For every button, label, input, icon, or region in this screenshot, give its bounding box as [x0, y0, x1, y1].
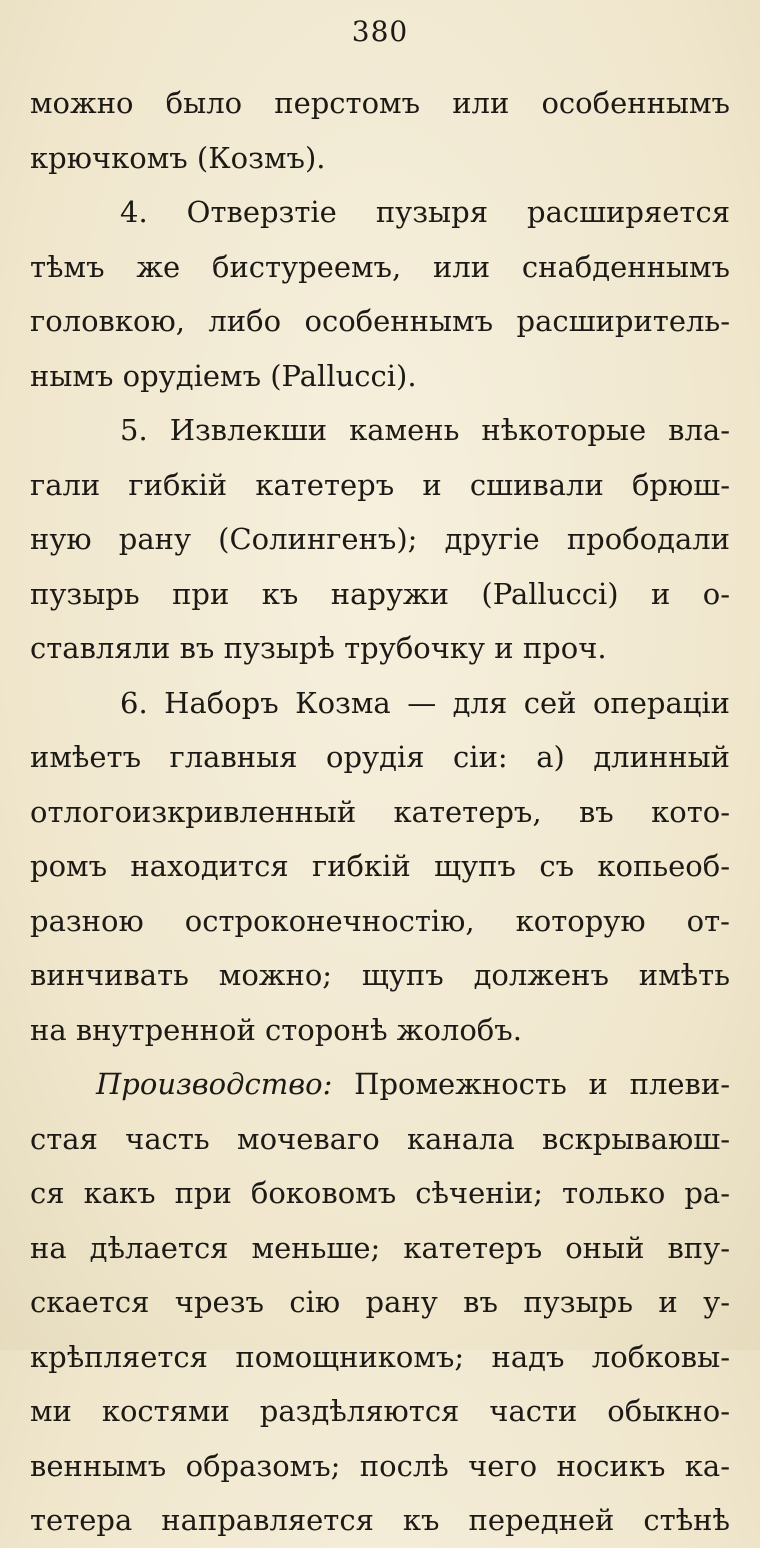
- text-line: [30, 131, 730, 186]
- text-line-content: стая часть мочеваго канала вскрываюш-: [30, 1121, 730, 1156]
- page-number: 380: [351, 15, 409, 48]
- text-line-content: 4. Отверзтіе пузыря расширяется: [120, 195, 730, 229]
- section-lead-word: Производство:: [96, 1067, 333, 1101]
- text-line-content: разною остроконечностію, которую от-: [30, 903, 730, 938]
- text-line-content: ся какъ при боковомъ сѣченіи; только ра-: [30, 1176, 730, 1210]
- text-line: [30, 403, 730, 458]
- text-line: [30, 894, 730, 949]
- text-line: [30, 294, 730, 349]
- text-line-content: отлогоизкривленный катетеръ, въ кото-: [30, 794, 730, 829]
- text-line-content: ную рану (Солингенъ); другіе прободали: [30, 522, 730, 556]
- text-line: [30, 1112, 730, 1167]
- text-line-content: ми костями раздѣляются части обыкно-: [30, 1394, 730, 1428]
- text-line-content: 6. Наборъ Козма — для сей операціи: [120, 685, 730, 720]
- text-line-content: на дѣлается меньше; катетеръ оный впу-: [30, 1230, 730, 1265]
- text-line-content: тетера направляется къ передней стѣнѣ: [30, 1503, 730, 1537]
- text-line-content: ставляли въ пузырѣ трубочку и проч.: [30, 631, 607, 665]
- text-line-content: имѣетъ главныя орудія сіи: a) длинный: [30, 740, 730, 774]
- text-line: [30, 730, 730, 785]
- text-line-content: крѣпляется помощникомъ; надъ лобковы-: [30, 1339, 730, 1374]
- text-line-content: винчивать можно; щупъ долженъ имѣть: [30, 958, 730, 992]
- text-line-content: головкою, либо особеннымъ расширитель-: [30, 304, 730, 338]
- text-line: [30, 1221, 730, 1276]
- text-line: [30, 349, 730, 404]
- text-line: [30, 458, 730, 513]
- text-line: [30, 1439, 730, 1494]
- text-line: [30, 1493, 730, 1548]
- text-line: [30, 676, 730, 731]
- text-line: [30, 621, 730, 676]
- text-line-content: скается чрезъ сію рану въ пузырь и у-: [30, 1285, 730, 1319]
- text-line: [30, 240, 730, 295]
- text-line: [30, 567, 730, 622]
- text-line: [30, 785, 730, 840]
- text-line: [30, 76, 730, 131]
- text-line: [30, 512, 730, 567]
- text-line-content: на внутренной сторонѣ жолобъ.: [30, 1012, 522, 1047]
- text-line-content: нымъ орудіемъ (Pallucci).: [30, 358, 417, 393]
- text-line: [30, 1275, 730, 1330]
- text-line: [30, 1330, 730, 1385]
- text-line: [30, 1384, 730, 1439]
- text-line-content: тѣмъ же бистуреемъ, или снабденнымъ: [30, 249, 730, 284]
- text-line-content: гали гибкій катетеръ и сшивали брюш-: [30, 467, 730, 502]
- body-text: [30, 76, 730, 1548]
- text-line-content: Промежность и плеви-: [354, 1067, 730, 1101]
- text-line-content: веннымъ образомъ; послѣ чего носикъ ка-: [30, 1448, 730, 1483]
- text-line: [30, 948, 730, 1003]
- text-line-content: ромъ находится гибкій щупъ съ копьеоб-: [30, 849, 730, 883]
- text-line: [30, 839, 730, 894]
- text-line: [30, 1166, 730, 1221]
- text-line: [30, 1003, 730, 1058]
- text-line-content: крючкомъ (Козмъ).: [30, 140, 326, 175]
- text-line: [30, 1057, 730, 1112]
- text-line-content: пузырь при къ наружи (Pallucci) и о-: [30, 576, 730, 611]
- text-line-content: можно было перстомъ или особеннымъ: [30, 86, 730, 120]
- text-line: [30, 185, 730, 240]
- text-line-content: 5. Извлекши камень нѣкоторые вла-: [120, 413, 730, 447]
